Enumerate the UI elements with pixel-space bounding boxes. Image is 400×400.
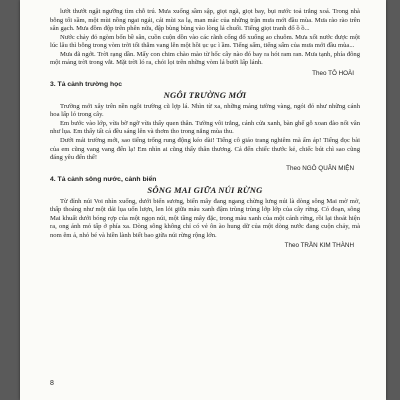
section-heading: 4. Tả cảnh sông nước, cảnh biển [50,175,157,183]
attribution: Theo NGÔ QUÂN MIỆN [286,164,354,172]
attribution: Theo TÔ HOÀI [312,69,354,77]
essay-title: SÔNG MAI GIỮA NÚI RỪNG [147,184,263,195]
page-content [50,8,360,252]
paragraph: lướt thướt ngật ngưỡng tìm chỗ trú. Mưa xuống sầm sập, giọt ngã, giọt bay, bụi nước toả trắng xoá. Trong nhà bỗng tối sầm, một mùi nồng ngai ngái, cái mùi xa lạ, man mác của những trận mưa mới đầu mùa. Mưa rào rào trên sân gạch. Mưa đồm độp trên phên nứa, đập bùng bùng vào lòng lá chuối. Tiếng giọt tranh đổ ồ ồ... [50,8,360,33]
essay-title: NGÔI TRƯỜNG MỚI [163,89,247,100]
page-number: 8 [50,380,54,387]
paragraph: Em bước vào lớp, vừa bỡ ngỡ vừa thấy quen thân. Tường vôi trắng, cánh cửa xanh, bàn ghế gỗ xoan đào nổi vân như lụa. Em thấy tất cả đều sáng lên và thơm tho trong nắng mùa thu. [50,119,360,136]
paragraph: Trường mới xây trên nền ngôi trường cũ lợp lá. Nhìn từ xa, những mảng tường vàng, ngói đỏ như những cánh hoa lấp ló trong cây. [50,102,360,119]
paragraph: Từ đỉnh núi Voi nhìn xuống, dưới biển sương, biển mây đang ngang chừng lưng núi là dòng sông Mai mờ mờ, thấp thoáng như một dải lụa uốn lượn, len lỏi giữa màu xanh đậm trùng trùng lớp lớp của cây rừng. Có đoạn, sông Mai khuất dưới bóng rợp của một ngọn núi, một tầng mây đặc, trong màu xanh của một cánh rừng, rồi lại thoát hiện ra, ong ánh mỏ tấp ở phía xa. Dòng sông không chỉ có vẻ ôn ào hung dữ của một dòng nước đang cuộn chảy, mà nom êm ả, nhỏ bé và hiền lành biết bao giữa núi rừng rộng lớn. [50,197,360,239]
paragraph: Dưới mái trường mới, sao tiếng trống rung động kéo dài! Tiếng cô giáo trang nghiêm mà ấm áp! Tiếng đọc bài của em cũng vang vang đến lạ! Em nhìn ai cũng thấy thân thương. Cả đến chiếc thước kẻ, chiếc bút chì sao cũng đáng yêu đến thế! [50,137,360,162]
book-page [20,0,386,400]
attribution: Theo TRẦN KIM THÀNH [284,242,354,250]
paragraph: Nước chảy đỏ ngòm bốn bề sân, cuồn cuộn dồn vào các rãnh cống đổ xuống ao chuôm. Mưa xối nước được một lúc lâu thì bỗng trong vòm trời tối thẫm vang lên một hồi ục ục ì ầm. Tiếng sấm, tiếng sấm của mưa mới đầu mùa... [50,33,360,50]
paragraph: Mưa đã ngớt. Trời rạng dần. Mấy con chim chào mào từ hốc cây nào đó bay ra hót ram ran. Mưa tạnh, phía đông một mảng trời trong vắt. Mặt trời ló ra, chói lọi trên những vòm lá bưởi lấp lánh. [50,50,360,67]
section-heading: 3. Tả cảnh trường học [50,80,123,88]
